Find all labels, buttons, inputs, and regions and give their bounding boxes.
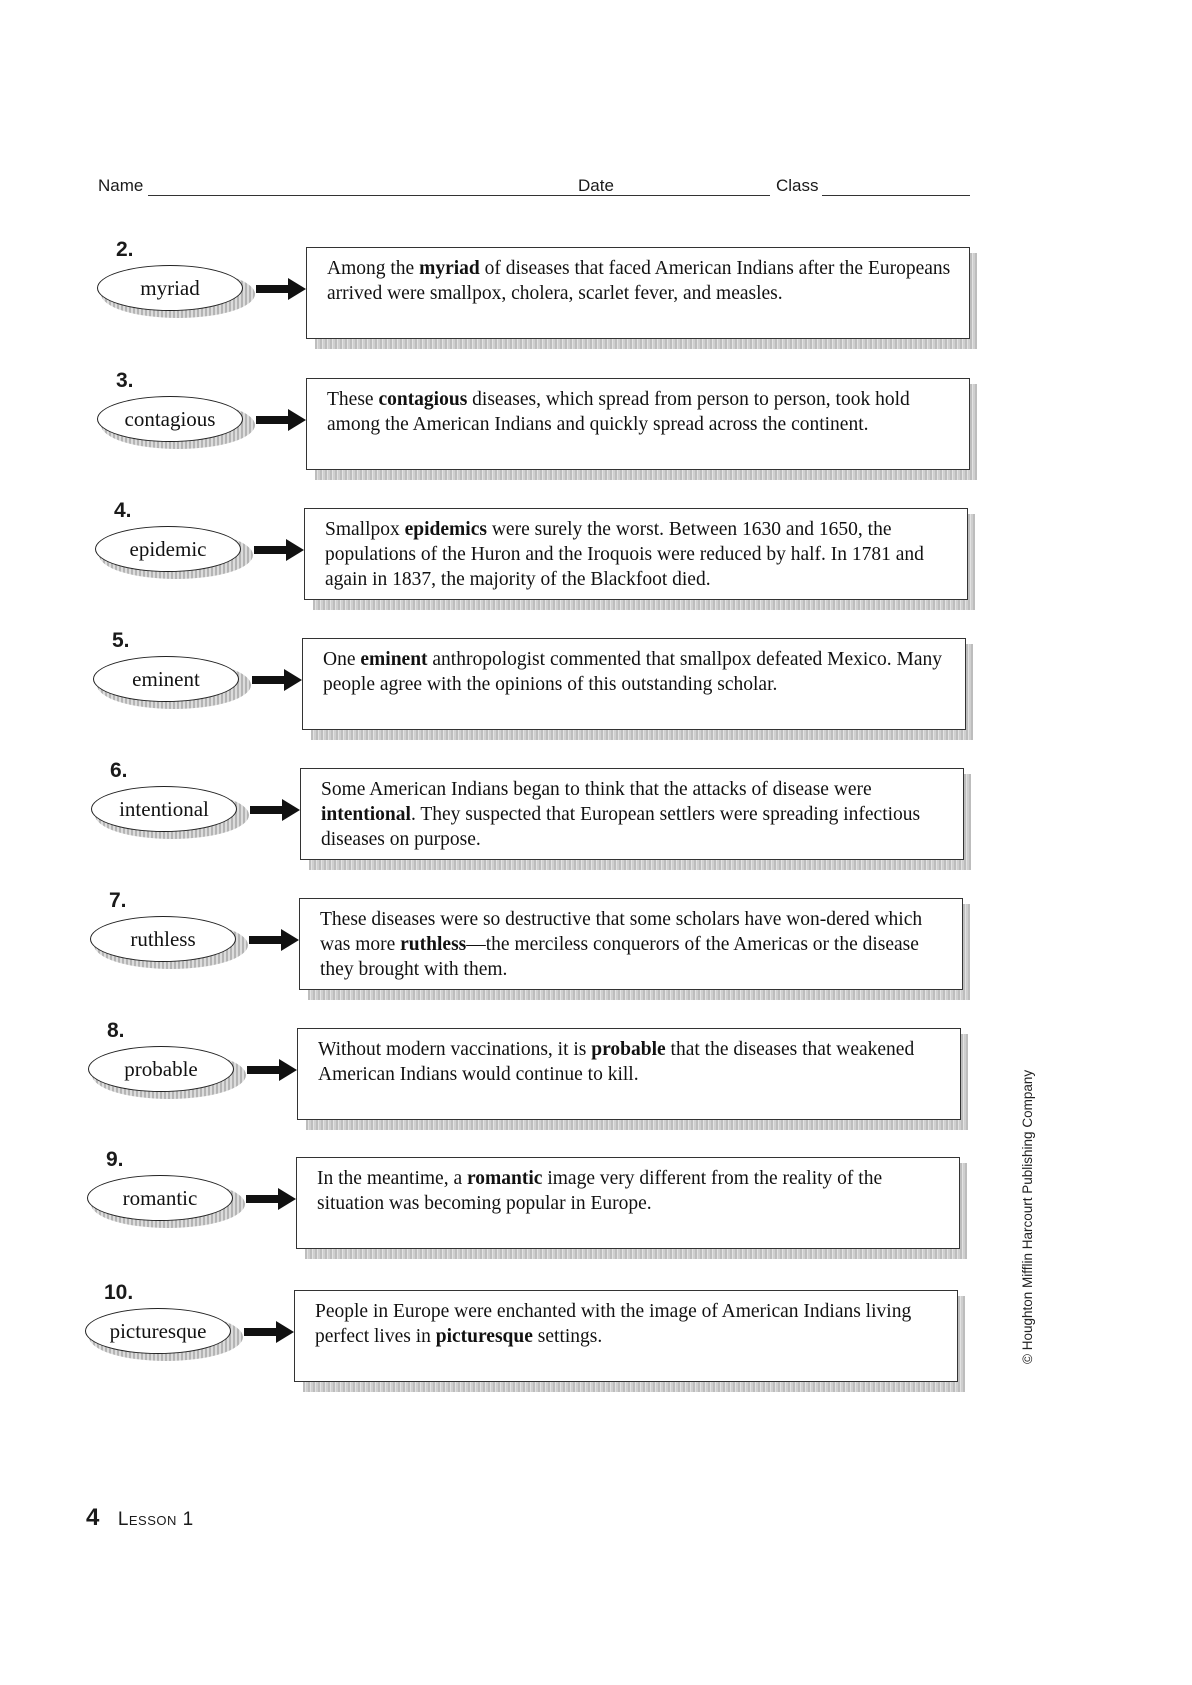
- sentence-text-before: Without modern vaccinations, it is: [318, 1039, 592, 1060]
- sentence-text-after: of diseases that faced American Indians after the Europeans arrived were smallpox, cholera, scarlet fever, and measles.: [327, 258, 951, 304]
- vocabulary-item: [0, 629, 1188, 753]
- item-number: 10.: [104, 1281, 134, 1304]
- class-field[interactable]: [822, 195, 970, 196]
- arrow-right-icon: [244, 1321, 294, 1343]
- sentence-box: [306, 247, 970, 339]
- sentence-text-before: These: [327, 389, 379, 410]
- arrow-right-icon: [254, 539, 304, 561]
- lesson-label: Lesson 1: [117, 1509, 194, 1530]
- sentence-text-after: that the diseases that weakened American Indians would continue to kill.: [318, 1039, 915, 1085]
- sentence-term: myriad: [419, 258, 480, 279]
- sentence-box: [304, 508, 968, 600]
- sentence-text-after: anthropologist commented that smallpox defeated Mexico. Many people agree with the opinions of this outstanding scholar.: [323, 649, 942, 695]
- arrow-right-icon: [249, 929, 299, 951]
- vocabulary-word-oval: picturesque: [85, 1308, 231, 1354]
- vocabulary-item: [0, 1148, 1182, 1272]
- sentence-box: [306, 378, 970, 470]
- sentence-term: romantic: [466, 1168, 543, 1189]
- sentence-box: [296, 1157, 960, 1249]
- sentence-term: eminent: [360, 649, 428, 670]
- sentence-text-after: . They suspected that European settlers were spreading infectious diseases on purpose.: [321, 804, 921, 850]
- vocabulary-word-oval: myriad: [97, 265, 243, 311]
- sentence-term: contagious: [378, 389, 468, 410]
- vocabulary-word-oval: intentional: [91, 786, 237, 832]
- vocabulary-word-oval: probable: [88, 1046, 234, 1092]
- sentence-text-after: settings.: [532, 1326, 603, 1347]
- sentence-box: [302, 638, 966, 730]
- vocabulary-item: [0, 369, 1192, 493]
- sentence-text-after: were surely the worst. Between 1630 and 1650, the populations of the Huron and the Iroquois were reduced by half. In 1781 and again in 1837, the majority of the Blackfoot died.: [325, 519, 924, 590]
- vocabulary-item: [0, 889, 1185, 1013]
- vocabulary-item: [0, 759, 1186, 883]
- vocabulary-item: [0, 238, 1192, 362]
- item-number: 4.: [114, 499, 132, 522]
- page-number: 4: [86, 1504, 100, 1531]
- sentence-term: epidemics: [404, 519, 487, 540]
- item-number: 5.: [112, 629, 130, 652]
- arrow-right-icon: [256, 278, 306, 300]
- sentence-term: ruthless: [400, 934, 467, 955]
- sentence-box: [299, 898, 963, 990]
- sentence-term: intentional: [321, 804, 411, 825]
- date-label: Date: [578, 176, 614, 195]
- name-label: Name: [98, 176, 144, 195]
- arrow-right-icon: [252, 669, 302, 691]
- vocabulary-item: [0, 499, 1190, 623]
- item-number: 2.: [116, 238, 134, 261]
- item-number: 7.: [109, 889, 127, 912]
- item-number: 6.: [110, 759, 128, 782]
- arrow-right-icon: [256, 409, 306, 431]
- sentence-text-before: One: [323, 649, 361, 670]
- sentence-box: [294, 1290, 958, 1382]
- arrow-right-icon: [247, 1059, 297, 1081]
- sentence-text-before: In the meantime, a: [317, 1168, 467, 1189]
- item-number: 3.: [116, 369, 134, 392]
- vocabulary-word-oval: epidemic: [95, 526, 241, 572]
- sentence-term: picturesque: [435, 1326, 533, 1347]
- sentence-text-before: Among the: [327, 258, 420, 279]
- sentence-text-after: image very different from the reality of the situation was becoming popular in Europe.: [317, 1168, 883, 1214]
- item-number: 9.: [106, 1148, 124, 1171]
- page-footer: [86, 1504, 194, 1532]
- sentence-term: probable: [591, 1039, 666, 1060]
- vocabulary-word-oval: eminent: [93, 656, 239, 702]
- vocabulary-item: [0, 1019, 1183, 1143]
- sentence-text-after: diseases, which spread from person to person, took hold among the American Indians and quickly spread across the continent.: [327, 389, 910, 435]
- item-number: 8.: [107, 1019, 125, 1042]
- vocabulary-item: [0, 1281, 1180, 1405]
- vocabulary-word-oval: contagious: [97, 396, 243, 442]
- vocabulary-word-oval: romantic: [87, 1175, 233, 1221]
- date-field[interactable]: [622, 195, 770, 196]
- sentence-text-before: These diseases were so destructive that some scholars have won-dered which was more: [320, 909, 923, 955]
- worksheet-header: [98, 174, 978, 204]
- copyright-notice: © Houghton Mifflin Harcourt Publishing Company: [1020, 1069, 1035, 1364]
- sentence-box: [297, 1028, 961, 1120]
- sentence-text-after: —the merciless conquerors of the Americas or the disease they brought with them.: [320, 934, 919, 980]
- vocabulary-word-oval: ruthless: [90, 916, 236, 962]
- arrow-right-icon: [246, 1188, 296, 1210]
- sentence-text-before: Smallpox: [325, 519, 405, 540]
- arrow-right-icon: [250, 799, 300, 821]
- sentence-box: [300, 768, 964, 860]
- class-label: Class: [776, 176, 819, 195]
- sentence-text-before: People in Europe were enchanted with the image of American Indians living perfect lives in: [315, 1301, 912, 1347]
- sentence-text-before: Some American Indians began to think that the attacks of disease were: [321, 779, 872, 800]
